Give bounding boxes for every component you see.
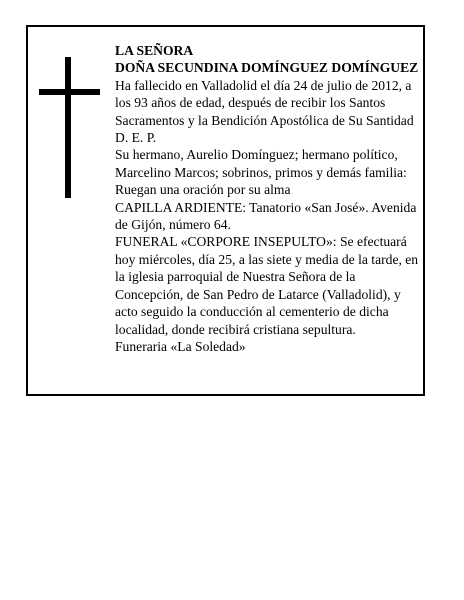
- funeral-line-4: Concepción, de San Pedro de Latarce (Valladolid), y: [115, 286, 401, 302]
- funeral-line-2: hoy miércoles, día 25, a las siete y media de la tarde, en: [115, 251, 419, 267]
- cross-vertical-bar: [65, 57, 71, 198]
- family-line-2: Marcelino Marcos; sobrinos, primos y demás familia:: [115, 164, 407, 180]
- funeral-line-1: FUNERAL «CORPORE INSEPULTO»: Se efectuará: [115, 234, 407, 250]
- funeral-line-6: localidad, donde recibirá cristiana sepultura.: [115, 321, 356, 337]
- funeral-line-3: la iglesia parroquial de Nuestra Señora de la: [115, 269, 356, 285]
- funeral-home: Funeraria «La Soledad»: [115, 338, 246, 354]
- obituary-notice: [26, 25, 425, 396]
- obituary-text: [115, 42, 427, 355]
- cross-icon: [39, 57, 100, 198]
- cross-horizontal-bar: [39, 89, 100, 95]
- prayer-request: Ruegan una oración por su alma: [115, 182, 291, 198]
- death-announcement-line-1: Ha fallecido en Valladolid el día 24 de julio de 2012, a: [115, 77, 412, 93]
- funeral-line-5: acto seguido la conducción al cementerio de dicha: [115, 304, 389, 320]
- deceased-title: LA SEÑORA: [115, 43, 194, 58]
- death-announcement-line-2: los 93 años de edad, después de recibir los Santos: [115, 95, 386, 111]
- chapel-line-1: CAPILLA ARDIENTE: Tanatorio «San José». Avenida: [115, 199, 417, 215]
- death-announcement-line-3: Sacramentos y la Bendición Apostólica de Su Santidad: [115, 112, 414, 128]
- rip-line: D. E. P.: [115, 130, 157, 146]
- chapel-line-2: de Gijón, número 64.: [115, 217, 231, 233]
- deceased-name: DOÑA SECUNDINA DOMÍNGUEZ DOMÍNGUEZ: [115, 60, 419, 76]
- family-line-1: Su hermano, Aurelio Domínguez; hermano político,: [115, 147, 398, 163]
